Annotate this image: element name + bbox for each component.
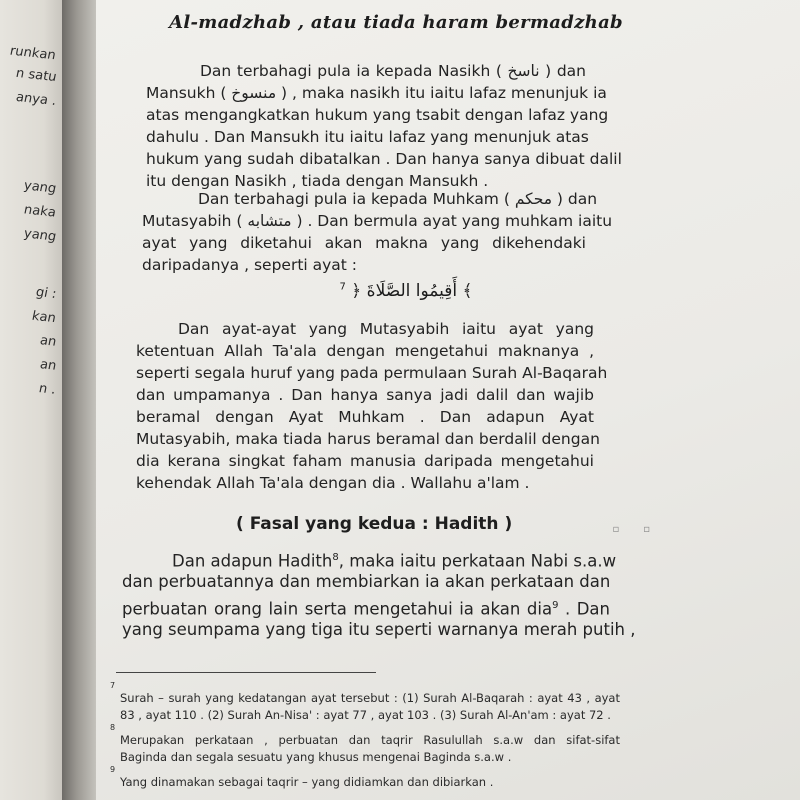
page-specks: ▫ ▫ [612, 524, 650, 535]
paragraph-mutasyabih [136, 318, 608, 494]
book-gutter [62, 0, 98, 800]
facing-page-fragment: an [39, 357, 56, 374]
text-line: seperti segala huruf yang pada permulaan Surah Al-Baqarah [136, 364, 608, 382]
text-line: kehendak Allah Ta'ala dengan dia . Wallahu a'lam . [136, 474, 530, 492]
facing-page-fragment: runkan [10, 43, 56, 64]
text-line: Dan ayat-ayat yang Mutasyabih iaitu ayat yang [178, 320, 594, 338]
text-line: ketentuan Allah Ta'ala dengan mengetahui maknanya , [136, 342, 594, 360]
text-line: Dan terbahagi pula ia kepada Nasikh ( ناسخ ) dan [200, 62, 587, 80]
footnote-separator [116, 672, 376, 673]
text-line: Mansukh ( منسوخ ) , maka nasikh itu iaitu lafaz menunjuk ia [146, 84, 607, 102]
facing-page-fragment: an [39, 333, 56, 350]
footnote-line: Yang dinamakan sebagai taqrir – yang didiamkan dan dibiarkan . [120, 775, 494, 789]
text-line: Mutasyabih, maka tiada harus beramal dan berdalil dengan [136, 430, 600, 448]
footnote-ref: 7 [339, 281, 346, 293]
footnote-number: 8 [110, 723, 116, 732]
facing-page-edge [0, 0, 62, 800]
text-line: daripadanya , seperti ayat : [142, 256, 358, 274]
text-line: Dan adapun Hadith$^8$, maka iaitu perkataan Nabi s.a.w [172, 551, 617, 571]
paragraph-hadith [122, 546, 636, 642]
text-line: hukum yang sudah dibatalkan . Dan hanya sanya dibuat dalil [146, 150, 622, 168]
text-line: Mutasyabih ( متشابه ) . Dan bermula ayat yang muhkam iaitu [142, 212, 613, 230]
facing-page-fragment: n . [39, 381, 56, 398]
quran-verse [296, 280, 516, 301]
paragraph-muhkam-mutasyabih [142, 188, 613, 276]
facing-page-fragment: gi : [35, 284, 56, 303]
text-line: beramal dengan Ayat Muhkam . Dan adapun Ayat [136, 408, 594, 426]
section-heading: ( Fasal yang kedua : Hadith ) [236, 514, 513, 534]
footnote-line: Merupakan perkataan , perbuatan dan taqrir Rasulullah s.a.w dan sifat-sifat [120, 733, 620, 747]
text-line: itu dengan Nasikh , tiada dengan Mansukh . [146, 172, 489, 190]
text-line: dia kerana singkat faham manusia daripada mengetahui [136, 452, 594, 470]
facing-page-fragment: anya . [15, 89, 56, 110]
text-line: ayat yang diketahui akan makna yang dikehendaki [142, 234, 586, 252]
footnote-number: 9 [110, 765, 116, 774]
facing-page-fragment: yang [23, 226, 56, 245]
text-line: dan perbuatannya dan membiarkan ia akan perkataan dan [122, 572, 611, 591]
paragraph-nasikh-mansukh [146, 60, 622, 192]
text-line: Dan terbahagi pula ia kepada Muhkam ( محكم ) dan [198, 190, 598, 208]
footnotes [110, 682, 620, 791]
verse-text: ﴿ أَقِيمُوا الصَّلَاةَ ﴾ [351, 281, 473, 301]
text-line: dahulu . Dan Mansukh itu iaitu lafaz yang menunjuk atas [146, 128, 589, 146]
text-line: yang seumpama yang tiga itu seperti warnanya merah putih , [122, 620, 636, 639]
book-page [96, 0, 800, 800]
footnote-number: 7 [110, 681, 116, 690]
facing-page-fragment: naka [24, 202, 56, 221]
facing-page-fragment: yang [23, 178, 56, 197]
text-line: atas mengangkatkan hukum yang tsabit dengan lafaz yang [146, 106, 609, 124]
running-header: Al-madzhab , atau tiada haram bermadzhab [169, 12, 623, 33]
facing-page-fragment: kan [32, 308, 56, 327]
facing-page-fragment: n satu [15, 65, 56, 86]
text-line: dan umpamanya . Dan hanya sanya jadi dalil dan wajib [136, 386, 594, 404]
footnote-line: Surah – surah yang kedatangan ayat tersebut : (1) Surah Al-Baqarah : ayat 43 , ayat [120, 691, 620, 705]
footnote-line: 83 , ayat 110 . (2) Surah An-Nisa' : ayat 77 , ayat 103 . (3) Surah Al-An'am : ayat 72 . [120, 708, 611, 722]
footnote-line: Baginda dan segala sesuatu yang khusus mengenai Baginda s.a.w . [120, 750, 512, 764]
text-line: perbuatan orang lain serta mengetahui ia akan dia$^9$ . Dan [122, 599, 611, 619]
